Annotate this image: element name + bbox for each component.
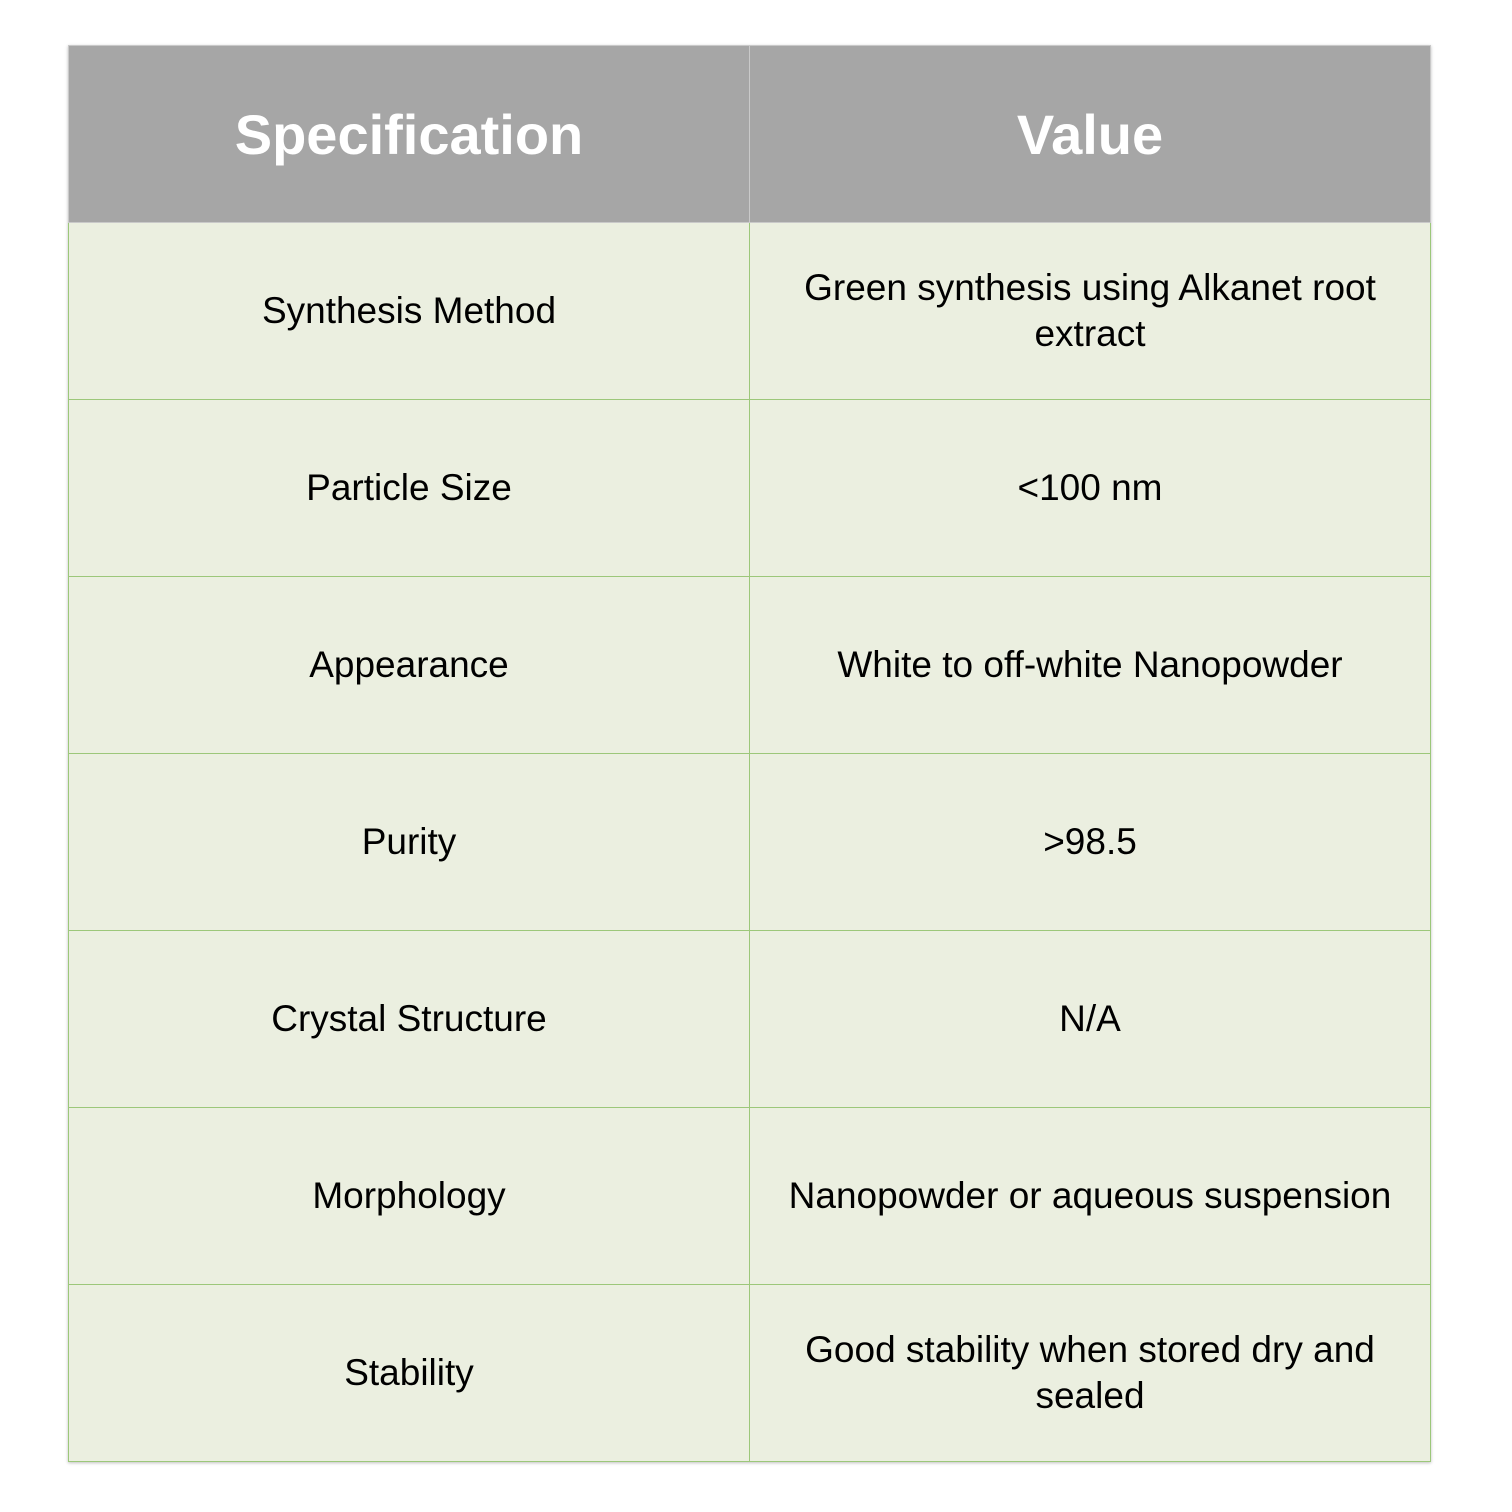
value-cell: White to off-white Nanopowder xyxy=(750,577,1431,754)
value-cell: N/A xyxy=(750,931,1431,1108)
spec-cell: Morphology xyxy=(69,1108,750,1285)
spec-cell: Appearance xyxy=(69,577,750,754)
table-row xyxy=(69,754,1431,931)
spec-cell: Particle Size xyxy=(69,400,750,577)
table-row xyxy=(69,1108,1431,1285)
value-cell: Green synthesis using Alkanet root extract xyxy=(750,223,1431,400)
value-cell: <100 nm xyxy=(750,400,1431,577)
value-cell: Nanopowder or aqueous suspension xyxy=(750,1108,1431,1285)
header-specification: Specification xyxy=(69,46,750,223)
spec-cell: Synthesis Method xyxy=(69,223,750,400)
spec-cell: Purity xyxy=(69,754,750,931)
table-row xyxy=(69,577,1431,754)
table-header-row xyxy=(69,46,1431,223)
spec-cell: Crystal Structure xyxy=(69,931,750,1108)
value-cell: Good stability when stored dry and sealed xyxy=(750,1285,1431,1462)
specification-table xyxy=(68,45,1431,1462)
table-row xyxy=(69,223,1431,400)
value-cell: >98.5 xyxy=(750,754,1431,931)
table-row xyxy=(69,400,1431,577)
table-row xyxy=(69,1285,1431,1462)
spec-cell: Stability xyxy=(69,1285,750,1462)
header-value: Value xyxy=(750,46,1431,223)
table-row xyxy=(69,931,1431,1108)
